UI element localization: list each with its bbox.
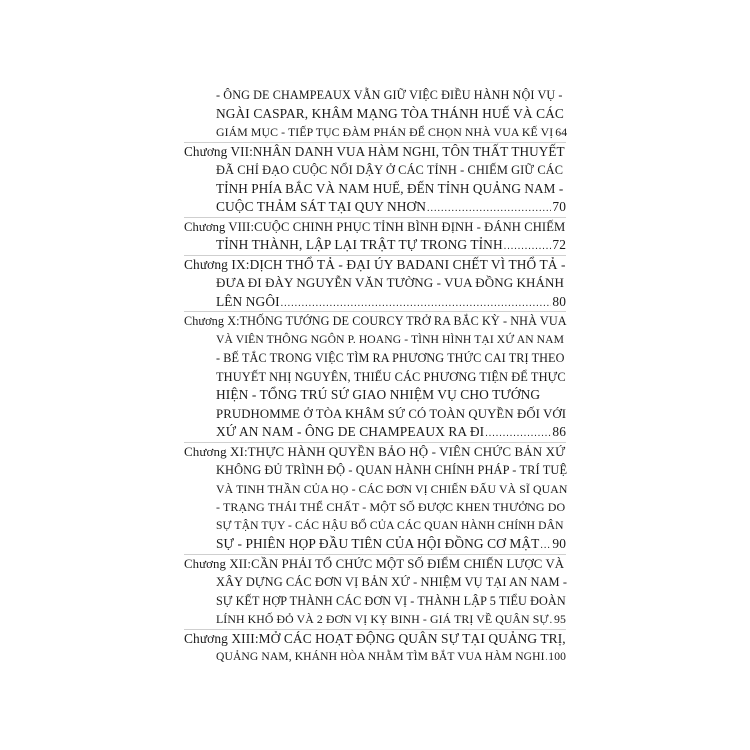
toc-entry	[184, 86, 566, 142]
toc-entry	[184, 217, 566, 255]
chapter-title-line: THUYẾT NHỊ NGUYÊN, THIẾU CÁC PHƯƠNG TIỆN ĐỂ THỰC	[216, 369, 566, 384]
chapter-title-line: THỐNG TƯỚNG DE COURCY TRỞ RA BẮC KỲ - NHÀ VUA	[239, 314, 567, 328]
page-number: 86	[552, 424, 566, 439]
toc-line	[184, 331, 566, 350]
chapter-label: Chương X:	[184, 314, 240, 328]
page-number: 72	[552, 237, 566, 252]
chapter-title-line: QUẢNG NAM, KHÁNH HÒA NHẰM TÌM BẮT VUA HÀM NGHI	[216, 650, 545, 663]
toc-line	[184, 368, 566, 387]
toc-line	[184, 592, 566, 611]
chapter-title-line: - TRẠNG THÁI THỂ CHẤT - MỘT SỐ ĐƯỢC KHEN THƯỞNG DO	[216, 500, 566, 514]
chapter-title-line: LÊN NGÔI	[216, 293, 280, 309]
page-number: 100	[548, 650, 566, 663]
page-number: 80	[552, 293, 566, 309]
toc-line	[184, 311, 566, 331]
page-number: 70	[552, 199, 566, 214]
toc-line	[184, 274, 566, 293]
toc-line	[184, 293, 566, 312]
table-of-contents	[184, 86, 566, 667]
page-number: 64	[555, 125, 568, 139]
chapter-title-line: THỰC HÀNH QUYỀN BẢO HỘ - VIÊN CHỨC BẢN XỨ	[247, 443, 566, 459]
toc-line	[184, 535, 566, 554]
chapter-label: Chương XII:	[184, 556, 252, 571]
toc-line	[184, 217, 566, 237]
chapter-title-line: CUỘC THẢM SÁT TẠI QUY NHƠN	[216, 199, 427, 214]
toc-line	[184, 180, 566, 199]
chapter-title-line: KHÔNG ĐỦ TRÌNH ĐỘ - QUAN HÀNH CHÍNH PHÁP - TRÍ TUỆ	[216, 463, 568, 477]
chapter-title-line: ĐƯA ĐI ĐÀY NGUYỄN VĂN TƯỜNG - VUA ĐỒNG KHÁNH	[216, 275, 564, 290]
toc-line	[184, 498, 566, 517]
toc-line	[184, 161, 566, 180]
toc-line	[184, 105, 566, 124]
chapter-label: Chương XI:	[184, 443, 248, 459]
toc-entry	[184, 442, 566, 554]
toc-line	[184, 573, 566, 592]
chapter-title-line: XÂY DỰNG CÁC ĐƠN VỊ BẢN XỨ - NHIỆM VỤ TẠI AN NAM -	[216, 575, 568, 589]
chapter-label: Chương XIII:	[184, 630, 259, 646]
chapter-title-line: SỰ TẬN TỤY - CÁC HẬU BỔ CỦA CÁC QUAN HÀNH CHÍNH DÂN	[216, 518, 564, 532]
page-number: 95	[554, 612, 566, 626]
toc-line	[184, 442, 566, 462]
toc-entry	[184, 311, 566, 442]
toc-line	[184, 461, 566, 480]
toc-line	[184, 554, 566, 574]
toc-line	[184, 142, 566, 162]
dot-leader	[504, 238, 552, 257]
chapter-title-line: GIÁM MỤC - TIẾP TỤC ĐÀM PHÁN ĐỂ CHỌN NHÀ VUA KẾ VỊ	[216, 125, 554, 139]
chapter-title-line: CUỘC CHINH PHỤC TỈNH BÌNH ĐỊNH - ĐÁNH CHIẾM	[254, 219, 566, 234]
page-number: 90	[552, 536, 566, 551]
dot-leader	[485, 425, 551, 444]
chapter-title-line: XỨ AN NAM - ÔNG DE CHAMPEAUX RA ĐI	[216, 424, 485, 439]
toc-line	[184, 405, 566, 424]
chapter-title-line: TỈNH PHÍA BẮC VÀ NAM HUẾ, ĐẾN TỈNH QUẢNG NAM -	[216, 180, 564, 196]
chapter-title-line: NHÂN DANH VUA HÀM NGHI, TÔN THẤT THUYẾT	[252, 143, 565, 159]
dot-leader	[427, 200, 551, 219]
chapter-title-line: SỰ KẾT HỢP THÀNH CÁC ĐƠN VỊ - THÀNH LẬP 5 TIỂU ĐOÀN	[216, 593, 566, 608]
chapter-title-line: HIỆN - TỔNG TRÚ SỨ GIAO NHIỆM VỤ CHO TƯỚNG	[216, 387, 541, 402]
toc-line	[184, 349, 566, 368]
chapter-title-line: TỈNH THÀNH, LẬP LẠI TRẬT TỰ TRONG TỈNH	[216, 237, 503, 252]
toc-line	[184, 648, 566, 667]
chapter-title-line: LÍNH KHỐ ĐỎ VÀ 2 ĐƠN VỊ KỴ BINH - GIÁ TRỊ VỀ QUÂN SỰ	[216, 612, 549, 626]
chapter-title-line: VÀ VIÊN THÔNG NGÔN P. HOANG - TÌNH HÌNH TẠI XỨ AN NAM	[216, 332, 565, 346]
toc-line	[184, 86, 566, 105]
toc-line	[184, 123, 566, 142]
toc-line	[184, 480, 566, 499]
chapter-label: Chương IX:	[184, 256, 250, 272]
chapter-title-line: CẦN PHẢI TỔ CHỨC MỘT SỐ ĐIỂM CHIẾN LƯỢC VÀ	[251, 556, 565, 571]
toc-entry	[184, 142, 566, 217]
chapter-title-line: MỞ CÁC HOẠT ĐỘNG QUÂN SỰ TẠI QUẢNG TRỊ,	[258, 630, 566, 646]
chapter-title-line: ĐÃ CHỈ ĐẠO CUỘC NỔI DẬY Ở CÁC TỈNH - CHIẾM GIỮ CÁC	[216, 163, 564, 177]
dot-leader	[546, 649, 548, 668]
toc-line	[184, 236, 566, 255]
toc-line	[184, 386, 566, 405]
chapter-label: Chương VII:	[184, 143, 253, 159]
chapter-title-line: - ÔNG DE CHAMPEAUX VẪN GIỮ VIỆC ĐIỀU HÀNH NỘI VỤ -	[216, 88, 563, 102]
dot-leader	[281, 295, 552, 314]
chapter-title-line: PRUDHOMME Ở TÒA KHÂM SỨ CÓ TOÀN QUYỀN ĐỐI VỚI	[216, 406, 567, 421]
chapter-label: Chương VIII:	[184, 219, 255, 234]
chapter-title-line: - BẾ TẮC TRONG VIỆC TÌM RA PHƯƠNG THỨC CAI TRỊ THEO	[216, 351, 565, 365]
dot-leader	[540, 537, 551, 556]
toc-line	[184, 629, 566, 649]
toc-line	[184, 255, 566, 275]
dot-leader	[550, 612, 553, 631]
toc-line	[184, 517, 566, 536]
toc-line	[184, 423, 566, 442]
toc-entry	[184, 255, 566, 312]
toc-line	[184, 610, 566, 629]
toc-line	[184, 198, 566, 217]
chapter-title-line: VÀ TINH THẦN CỦA HỌ - CÁC ĐƠN VỊ CHIẾN ĐẤU VÀ SĨ QUAN	[216, 481, 568, 496]
chapter-title-line: DỊCH THỔ TẢ - ĐẠI ÚY BADANI CHẾT VÌ THỔ TẢ -	[249, 256, 566, 272]
chapter-title-line: NGÀI CASPAR, KHÂM MẠNG TÒA THÁNH HUẾ VÀ CÁC	[216, 105, 564, 121]
chapter-title-line: SỰ - PHIÊN HỌP ĐẦU TIÊN CỦA HỘI ĐỒNG CƠ MẬT	[216, 536, 540, 551]
toc-entry	[184, 629, 566, 667]
toc-entry	[184, 554, 566, 629]
